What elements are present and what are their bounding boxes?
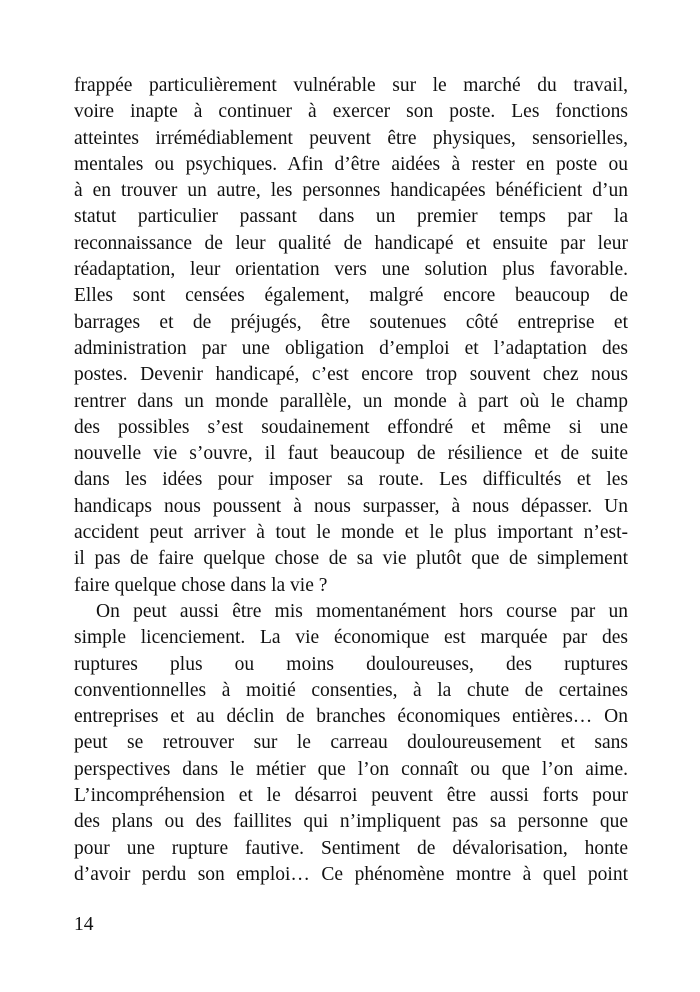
paragraph-last-line: faire quelque chose dans la vie ? — [74, 574, 328, 596]
text-line: conventionnelles à moitié consenties, à la chute de certaines — [74, 679, 628, 701]
text-line: Elles sont censées également, malgré encore beaucoup de — [74, 285, 628, 307]
text-line: administration par une obligation d’emploi et l’adaptation des — [74, 337, 628, 359]
text-line: perspectives dans le métier que l’on connaît ou que l’on aime. — [74, 758, 628, 780]
text-line: simple licenciement. La vie économique est marquée par des — [74, 627, 628, 649]
text-line: handicaps nous poussent à nous surpasser, à nous dépasser. Un — [74, 495, 628, 517]
text-line: réadaptation, leur orientation vers une solution plus favorable. — [74, 259, 628, 281]
text-line: L’incompréhension et le désarroi peuvent être aussi forts pour — [74, 785, 628, 807]
text-line: reconnaissance de leur qualité de handicapé et ensuite par leur — [74, 232, 628, 254]
paragraph-first-line: On peut aussi être mis momentanément hors course par un — [96, 600, 628, 622]
text-line: barrages et de préjugés, être soutenues côté entreprise et — [74, 311, 628, 333]
page-number: 14 — [74, 914, 94, 935]
text-line: frappée particulièrement vulnérable sur le marché du travail, — [74, 75, 628, 96]
text-line: des plans ou des faillites qui n’impliquent pas sa personne que — [74, 811, 628, 833]
text-line: des possibles s’est soudainement effondré et même si une — [74, 416, 628, 438]
text-line: d’avoir perdu son emploi… Ce phénomène montre à quel point — [74, 863, 628, 885]
text-line: accident peut arriver à tout le monde et le plus important n’est- — [74, 522, 628, 544]
text-line: rentrer dans un monde parallèle, un monde à part où le champ — [74, 390, 628, 412]
body-text — [74, 73, 628, 888]
text-line: postes. Devenir handicapé, c’est encore trop souvent chez nous — [74, 364, 628, 386]
text-line: peut se retrouver sur le carreau douloureusement et sans — [74, 732, 628, 754]
text-line: statut particulier passant dans un premier temps par la — [74, 206, 628, 228]
text-line: voire inapte à continuer à exercer son poste. Les fonctions — [74, 101, 628, 123]
text-line: dans les idées pour imposer sa route. Les difficultés et les — [74, 469, 628, 491]
text-line: pour une rupture fautive. Sentiment de dévalorisation, honte — [74, 837, 628, 859]
text-line: mentales ou psychiques. Afin d’être aidées à rester en poste ou — [74, 153, 628, 175]
text-line: à en trouver un autre, les personnes handicapées bénéficient d’un — [74, 180, 628, 202]
text-line: ruptures plus ou moins douloureuses, des ruptures — [74, 653, 628, 675]
text-line: atteintes irrémédiablement peuvent être physiques, sensorielles, — [74, 127, 628, 149]
text-line: nouvelle vie s’ouvre, il faut beaucoup de résilience et de suite — [74, 443, 628, 465]
text-line: entreprises et au déclin de branches économiques entières… On — [74, 706, 628, 728]
text-line: il pas de faire quelque chose de sa vie plutôt que de simplement — [74, 548, 628, 570]
